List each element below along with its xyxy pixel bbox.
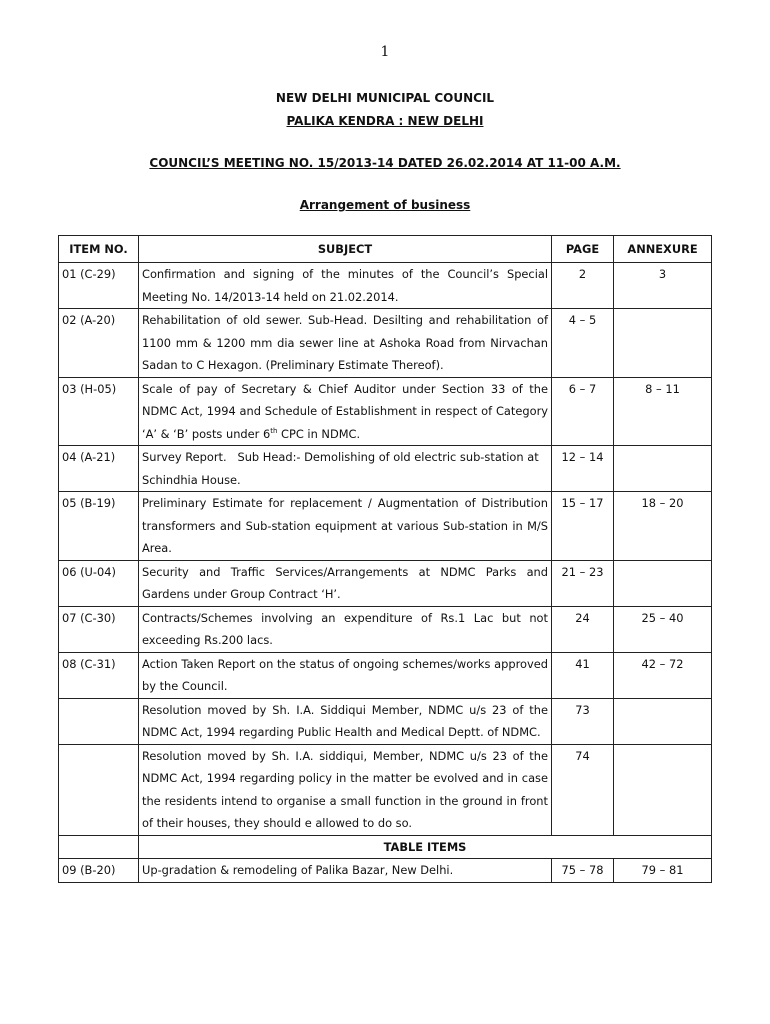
item-no: 06 (U-04): [59, 560, 139, 606]
annexure: 79 – 81: [614, 859, 712, 883]
table-items-heading: TABLE ITEMS: [139, 835, 712, 859]
empty-cell: [59, 835, 139, 859]
table-items-heading-row: [59, 835, 712, 859]
table-row: [59, 606, 712, 652]
table-row: [59, 492, 712, 561]
page: 24: [552, 606, 614, 652]
page: 41: [552, 652, 614, 698]
item-no: 05 (B-19): [59, 492, 139, 561]
annexure: [614, 698, 712, 744]
section-title: Arrangement of business: [299, 198, 471, 212]
item-no: 09 (B-20): [59, 859, 139, 883]
subject: Up-gradation & remodeling of Palika Bazar, New Delhi.: [139, 859, 552, 883]
table-row: [59, 309, 712, 378]
annexure: 18 – 20: [614, 492, 712, 561]
subject: Security and Traffic Services/Arrangements at NDMC Parks and Gardens under Group Contract ‘H’.: [139, 560, 552, 606]
table-row: [59, 652, 712, 698]
column-header-annexure: ANNEXURE: [614, 236, 712, 263]
subject: Resolution moved by Sh. I.A. Siddiqui Member, NDMC u/s 23 of the NDMC Act, 1994 regarding Public Health and Medical Deptt. of NDMC.: [139, 698, 552, 744]
subject-text: Scale of pay of Secretary & Chief Auditor under Section 33 of the NDMC Act, 1994 and Schedule of Establishment in respect of Category ‘A’ & ‘B’ posts under 6: [142, 381, 548, 441]
annexure: [614, 309, 712, 378]
item-no: 07 (C-30): [59, 606, 139, 652]
annexure: 25 – 40: [614, 606, 712, 652]
subject: Survey Report. Sub Head:- Demolishing of old electric sub-station at Schindhia House.: [139, 446, 552, 492]
table-row: [59, 744, 712, 835]
page: 6 – 7: [552, 377, 614, 446]
subject: Resolution moved by Sh. I.A. siddiqui, Member, NDMC u/s 23 of the NDMC Act, 1994 regarding policy in the matter be evolved and in case the residents intend to organise a small function in the ground in front of their houses, they should e allowed to do so.: [139, 744, 552, 835]
subject-superscript: th: [270, 426, 278, 435]
table-row: [59, 698, 712, 744]
page: 73: [552, 698, 614, 744]
table-header-row: [59, 236, 712, 263]
annexure: 42 – 72: [614, 652, 712, 698]
annexure: 8 – 11: [614, 377, 712, 446]
column-header-subject: SUBJECT: [139, 236, 552, 263]
item-no: [59, 698, 139, 744]
subject: [139, 377, 552, 446]
subject: Rehabilitation of old sewer. Sub-Head. Desilting and rehabilitation of 1100 mm & 1200 mm dia sewer line at Ashoka Road from Nirvachan Sadan to C Hexagon. (Preliminary Estimate Thereof).: [139, 309, 552, 378]
annexure: 3: [614, 263, 712, 309]
page: 15 – 17: [552, 492, 614, 561]
page: 4 – 5: [552, 309, 614, 378]
subject: Action Taken Report on the status of ongoing schemes/works approved by the Council.: [139, 652, 552, 698]
council-name: NEW DELHI MUNICIPAL COUNCIL: [275, 91, 495, 105]
column-header-item-no: ITEM NO.: [59, 236, 139, 263]
page: 21 – 23: [552, 560, 614, 606]
subject-text-end: CPC in NDMC.: [277, 426, 361, 441]
agenda-table: [58, 235, 712, 883]
page-number: 1: [380, 44, 390, 60]
item-no: [59, 744, 139, 835]
item-no: 02 (A-20): [59, 309, 139, 378]
annexure: [614, 560, 712, 606]
table-row: [59, 859, 712, 883]
item-no: 08 (C-31): [59, 652, 139, 698]
item-no: 03 (H-05): [59, 377, 139, 446]
table-row: [59, 377, 712, 446]
item-no: 04 (A-21): [59, 446, 139, 492]
subject: Preliminary Estimate for replacement / Augmentation of Distribution transformers and Sub-station equipment at various Sub-station in M/S Area.: [139, 492, 552, 561]
meeting-title: COUNCIL’S MEETING NO. 15/2013-14 DATED 26.02.2014 AT 11-00 A.M.: [149, 156, 621, 170]
page: 2: [552, 263, 614, 309]
council-location: PALIKA KENDRA : NEW DELHI: [286, 114, 484, 128]
annexure: [614, 744, 712, 835]
table-row: [59, 263, 712, 309]
page: 12 – 14: [552, 446, 614, 492]
page: 75 – 78: [552, 859, 614, 883]
subject: Contracts/Schemes involving an expenditure of Rs.1 Lac but not exceeding Rs.200 lacs.: [139, 606, 552, 652]
column-header-page: PAGE: [552, 236, 614, 263]
page: 74: [552, 744, 614, 835]
subject: Confirmation and signing of the minutes of the Council’s Special Meeting No. 14/2013-14 held on 21.02.2014.: [139, 263, 552, 309]
table-row: [59, 560, 712, 606]
item-no: 01 (C-29): [59, 263, 139, 309]
table-row: [59, 446, 712, 492]
annexure: [614, 446, 712, 492]
